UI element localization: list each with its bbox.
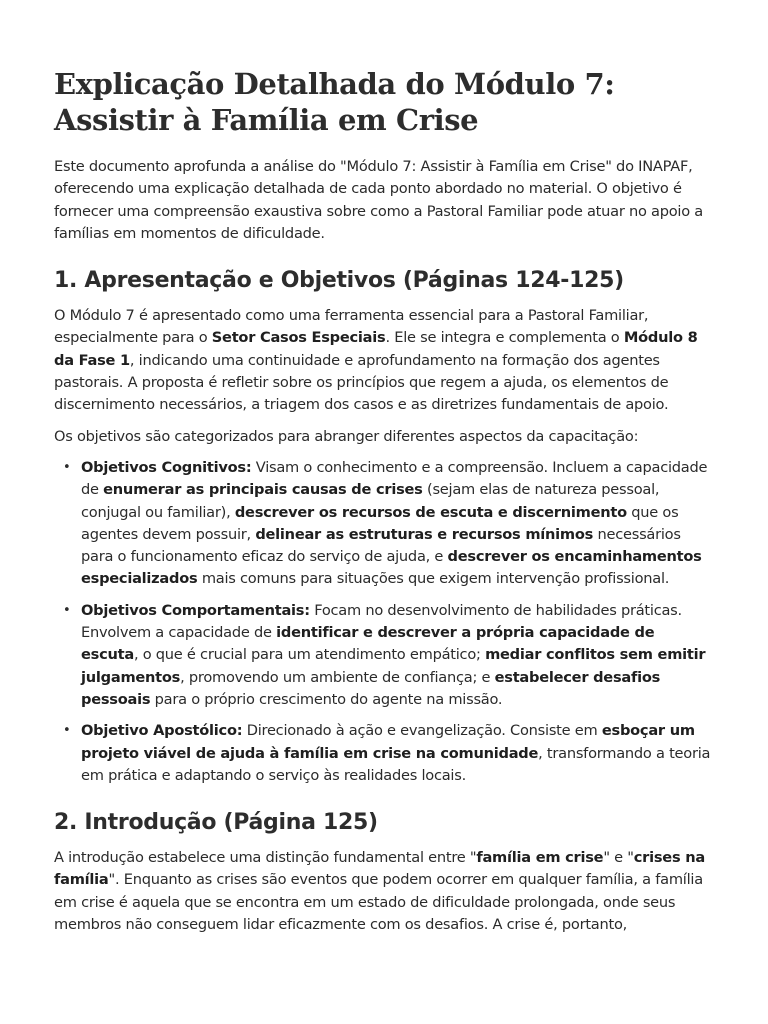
section-1-paragraph-2: Os objetivos são categorizados para abranger diferentes aspectos da capacitação: — [54, 427, 639, 445]
list-item-apostolic: • Objetivo Apostólico: Direcionado à ação e evangelização. Consiste em esboçar um projeto viável de ajuda à família em crise na comunidade, transformando a teoria em prática e adaptando o serviço às realidades locais. — [63, 722, 711, 784]
list-item-cognitive: • Objetivos Cognitivos: Visam o conhecimento e a compreensão. Incluem a capacidade de enumerar as principais causas de crises (sejam elas de natureza pessoal, conjugal ou familiar), descrever os recursos de escuta e discernimento que os agentes devem possuir, delinear as estruturas e recursos mínimos necessários para o funcionamento eficaz do serviço de ajuda, e descrever os encaminhamentos especializados mais comuns para situações que exigem intervenção profissional. — [63, 458, 708, 588]
bullet-icon: • — [63, 602, 71, 618]
section-2-heading: 2. Introdução (Página 125) — [54, 810, 378, 836]
bullet-icon: • — [63, 459, 71, 475]
list-item-behavioral: • Objetivos Comportamentais: Focam no desenvolvimento de habilidades práticas. Envolvem a capacidade de identificar e descrever a própria capacidade de escuta, o que é crucial para um atendimento empático; mediar conflitos sem emitir julgamentos, promovendo um ambiente de confiança; e estabelecer desafios pessoais para o próprio crescimento do agente na missão. — [63, 601, 706, 708]
section-1-heading: 1. Apresentação e Objetivos (Páginas 124-125) — [54, 268, 624, 294]
section-2-paragraph-1: A introdução estabelece uma distinção fundamental entre "família em crise" e "crises na família". Enquanto as crises são eventos que podem ocorrer em qualquer família, a família em crise é aquela que se encontra em um estado de dificuldade prolongada, onde seus membros não conseguem lidar eficazmente com os desafios. A crise é, portanto, — [54, 849, 705, 934]
document-title: Explicação Detalhada do Módulo 7: Assistir à Família em Crise — [54, 67, 615, 137]
objectives-list — [54, 457, 714, 787]
intro-paragraph: Este documento aprofunda a análise do "Módulo 7: Assistir à Família em Crise" do INAPAF, oferecendo uma explicação detalhada de cada ponto abordado no material. O objetivo é fornecer uma compreensão exaustiva sobre como a Pastoral Familiar pode atuar no apoio a famílias em momentos de dificuldade. — [54, 158, 703, 242]
bullet-icon: • — [63, 723, 71, 739]
section-1-paragraph-1: O Módulo 7 é apresentado como uma ferramenta essencial para a Pastoral Familiar, especialmente para o Setor Casos Especiais. Ele se integra e complementa o Módulo 8 da Fase 1, indicando uma continuidade e aprofundamento na formação dos agentes pastorais. A proposta é refletir sobre os princípios que regem a ajuda, os elementos de discernimento necessários, a triagem dos casos e as diretrizes fundamentais de apoio. — [54, 307, 698, 414]
